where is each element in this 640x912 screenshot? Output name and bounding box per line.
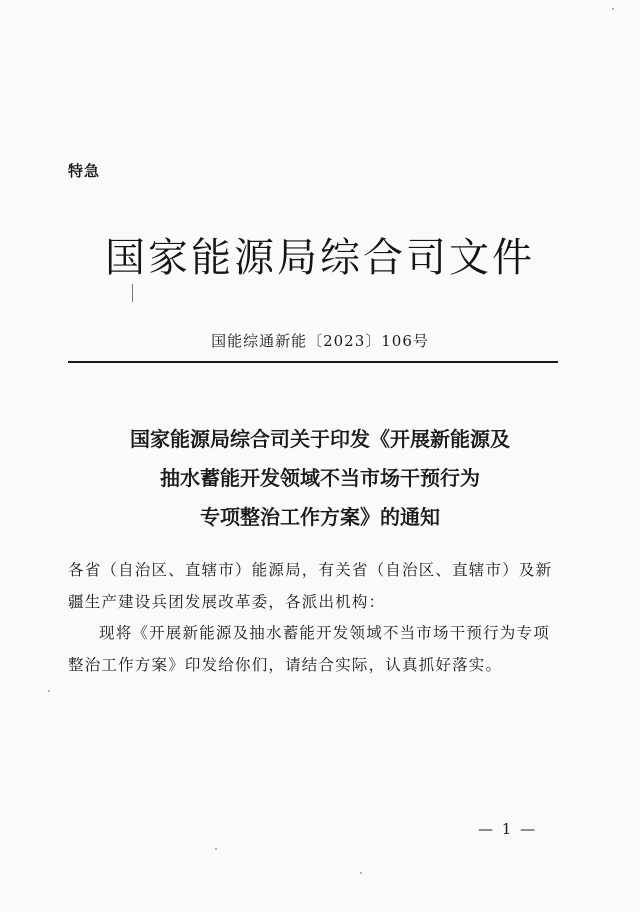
document-title bbox=[0, 420, 640, 537]
issuer-heading: 国家能源局综合司文件 bbox=[105, 235, 535, 281]
title-line-3: 专项整治工作方案》的通知 bbox=[200, 505, 440, 529]
document-body bbox=[68, 555, 560, 681]
scan-speck bbox=[48, 690, 50, 692]
notice-paragraph: 现将《开展新能源及抽水蓄能开发领域不当市场干预行为专项整治工作方案》印发给你们，请结合实际，认真抓好落实。 bbox=[68, 624, 550, 674]
addressee-paragraph: 各省（自治区、直辖市）能源局，有关省（自治区、直辖市）及新疆生产建设兵团发展改革委，各派出机构： bbox=[68, 561, 553, 611]
urgency-label: 特急 bbox=[68, 162, 101, 180]
scan-speck bbox=[360, 872, 362, 874]
header-separator-line bbox=[68, 361, 558, 363]
scan-speck bbox=[612, 8, 614, 10]
scan-mark bbox=[132, 284, 133, 302]
document-number: 国能综通新能〔2023〕106号 bbox=[211, 332, 429, 350]
title-line-2: 抽水蓄能开发领域不当市场干预行为 bbox=[160, 466, 480, 490]
title-line-1: 国家能源局综合司关于印发《开展新能源及 bbox=[130, 427, 510, 451]
page-number: — 1 — bbox=[478, 820, 538, 838]
scan-speck bbox=[215, 848, 217, 850]
